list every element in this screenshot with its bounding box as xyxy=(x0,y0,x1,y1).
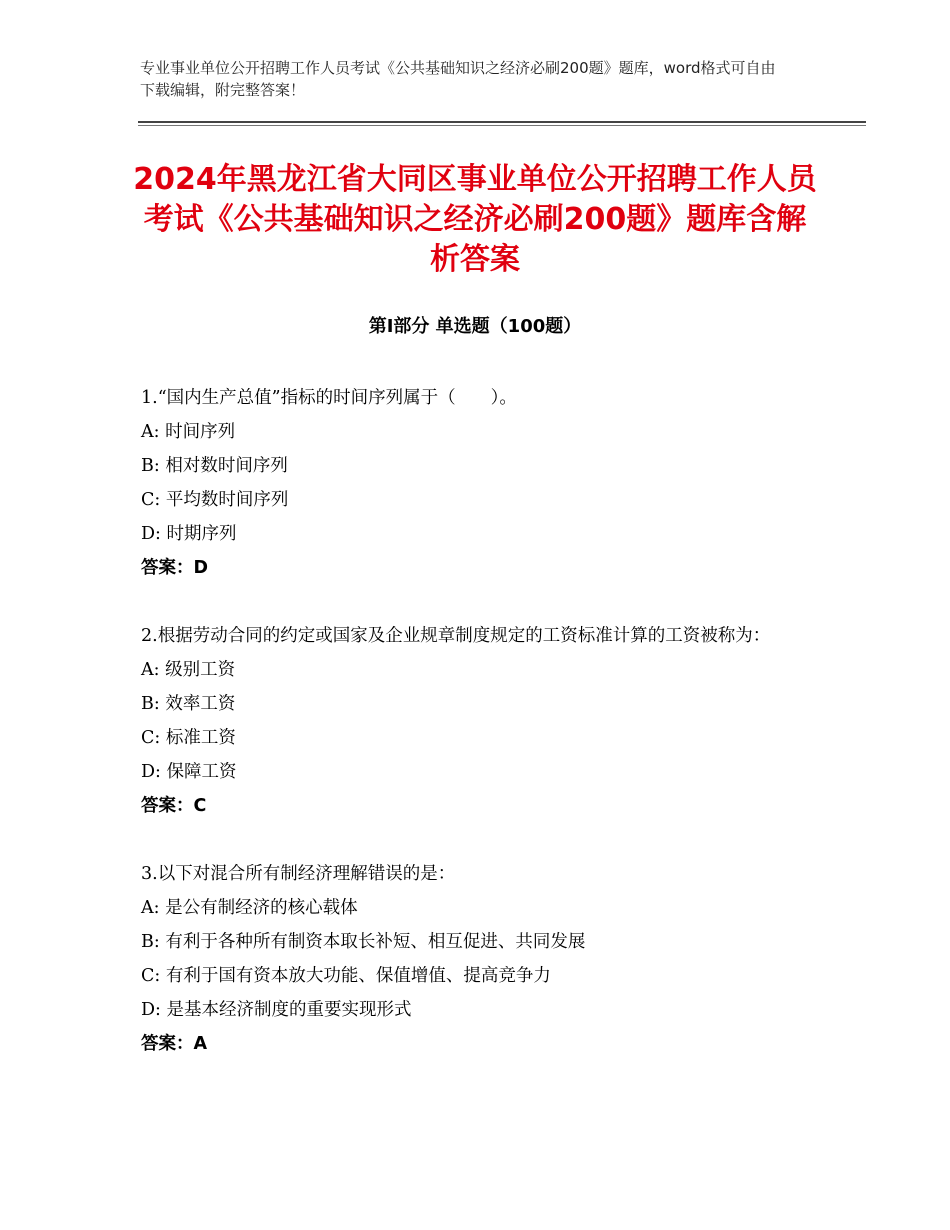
question-2 xyxy=(141,619,821,823)
header-divider-thick xyxy=(138,121,866,123)
question-stem: 2.根据劳动合同的约定或国家及企业规章制度规定的工资标准计算的工资被称为： xyxy=(141,626,771,646)
option-c: C: 平均数时间序列 xyxy=(141,490,289,510)
question-3 xyxy=(141,857,821,1061)
option-d: D: 时期序列 xyxy=(141,524,237,544)
header-divider-thin xyxy=(138,125,866,126)
option-c: C: 标准工资 xyxy=(141,728,236,748)
answer: 答案：C xyxy=(141,796,207,816)
option-b: B: 效率工资 xyxy=(141,694,236,714)
option-b: B: 相对数时间序列 xyxy=(141,456,288,476)
option-a: A: 时间序列 xyxy=(141,422,236,442)
question-stem: 3.以下对混合所有制经济理解错误的是： xyxy=(141,864,456,884)
question-stem: 1.“国内生产总值”指标的时间序列属于（ ）。 xyxy=(141,388,517,408)
document-title: 2024年黑龙江省大同区事业单位公开招聘工作人员考试《公共基础知识之经济必刷200题》题库含解析答案 xyxy=(133,162,817,277)
answer: 答案：A xyxy=(141,1034,208,1054)
option-a: A: 是公有制经济的核心载体 xyxy=(141,898,358,918)
option-d: D: 是基本经济制度的重要实现形式 xyxy=(141,1000,412,1020)
option-c: C: 有利于国有资本放大功能、保值增值、提高竞争力 xyxy=(141,966,551,986)
section-title: 第Ⅰ部分 单选题（100题） xyxy=(368,316,582,337)
question-list xyxy=(141,381,821,1095)
option-d: D: 保障工资 xyxy=(141,762,237,782)
option-b: B: 有利于各种所有制资本取长补短、相互促进、共同发展 xyxy=(141,932,586,952)
question-1 xyxy=(141,381,821,585)
answer: 答案：D xyxy=(141,558,209,578)
header-note: 专业事业单位公开招聘工作人员考试《公共基础知识之经济必刷200题》题库，word格式可自由下载编辑，附完整答案！ xyxy=(140,59,776,99)
option-a: A: 级别工资 xyxy=(141,660,236,680)
